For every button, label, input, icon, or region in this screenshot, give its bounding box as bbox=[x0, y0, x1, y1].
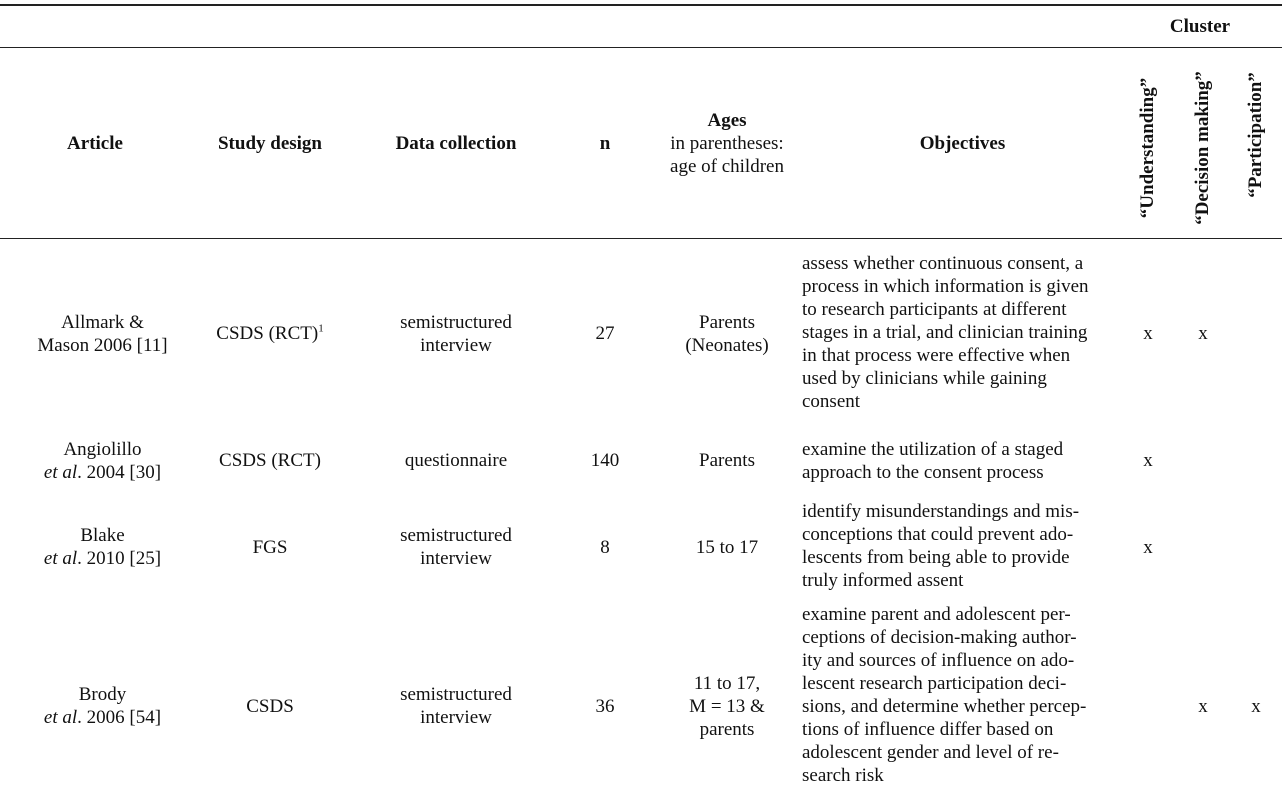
row1-article bbox=[20, 311, 185, 357]
row1-obj-line: assess whether continuous consent, a bbox=[802, 253, 1084, 274]
row4-n: 36 bbox=[595, 696, 615, 717]
row3-article-line1: Blake bbox=[80, 525, 125, 546]
row3-article-line2 bbox=[20, 547, 185, 570]
row4-ages-line1: 11 to 17, bbox=[693, 673, 761, 694]
objectives-header: Objectives bbox=[919, 133, 1006, 154]
decision-making-header: “Decision making” bbox=[1192, 71, 1213, 225]
row2-obj-line: examine the utilization of a staged bbox=[802, 439, 1064, 460]
row4-obj-line: sions, and determine whether percep- bbox=[802, 696, 1087, 717]
row1-understanding-mark: x bbox=[1143, 323, 1153, 344]
header-bottom-rule bbox=[0, 238, 1282, 239]
row4-obj-line: tions of influence differ based on bbox=[802, 719, 1054, 740]
data-collection-header: Data collection bbox=[395, 133, 517, 154]
row3-objectives bbox=[802, 500, 1132, 592]
row4-article-etal: et al bbox=[43, 707, 78, 728]
row4-design: CSDS bbox=[246, 696, 294, 717]
study-design-header: Study design bbox=[217, 133, 323, 154]
row4-collection-line2: interview bbox=[420, 707, 492, 728]
row4-obj-line: ity and sources of influence on ado- bbox=[802, 650, 1075, 671]
row4-collection-line1: semistructured bbox=[400, 684, 512, 705]
row1-article-line1: Allmark & bbox=[61, 312, 144, 333]
row3-obj-line: identify misunderstandings and mis- bbox=[802, 501, 1080, 522]
row2-article-line1: Angiolillo bbox=[63, 439, 142, 460]
row3-article bbox=[20, 524, 185, 570]
row2-collection: questionnaire bbox=[404, 450, 508, 471]
row4-article-year: . 2006 [54] bbox=[77, 707, 162, 728]
row4-decision-mark: x bbox=[1198, 696, 1208, 717]
row4-obj-line: search risk bbox=[802, 765, 884, 786]
row4-ages-line2: M = 13 & bbox=[689, 696, 765, 717]
row2-article-etal: et al bbox=[43, 462, 78, 483]
row1-design-text: CSDS (RCT) bbox=[216, 323, 319, 344]
row4-article bbox=[20, 683, 185, 729]
row3-ages: 15 to 17 bbox=[695, 537, 759, 558]
understanding-header: “Understanding” bbox=[1137, 77, 1158, 219]
row3-article-etal: et al bbox=[43, 548, 78, 569]
row2-ages: Parents bbox=[699, 450, 755, 471]
cluster-header: Cluster bbox=[1169, 16, 1231, 37]
row2-n: 140 bbox=[590, 450, 620, 471]
row3-obj-line: lescents from being able to provide bbox=[802, 547, 1070, 568]
row2-objectives bbox=[802, 438, 1132, 484]
row1-collection-line1: semistructured bbox=[400, 312, 512, 333]
row4-ages bbox=[652, 672, 802, 741]
row4-ages-line3: parents bbox=[699, 719, 755, 740]
row4-article-line2 bbox=[20, 706, 185, 729]
row1-design-footnote: 1 bbox=[318, 322, 324, 335]
row2-article bbox=[20, 438, 185, 484]
cluster-rule bbox=[0, 47, 1282, 48]
row1-design bbox=[190, 322, 350, 345]
ages-header-sub2: age of children bbox=[670, 156, 784, 177]
row3-obj-line: conceptions that could prevent ado- bbox=[802, 524, 1074, 545]
row1-obj-line: to research participants at different bbox=[802, 299, 1067, 320]
top-rule bbox=[0, 4, 1282, 6]
row1-obj-line: consent bbox=[802, 391, 861, 412]
row4-obj-line: ceptions of decision-making author- bbox=[802, 627, 1077, 648]
row3-n: 8 bbox=[600, 537, 610, 558]
row1-objectives bbox=[802, 252, 1132, 413]
row1-ages-line2: (Neonates) bbox=[685, 335, 769, 356]
row1-collection bbox=[376, 311, 536, 357]
ages-header-title: Ages bbox=[707, 110, 747, 131]
row3-design: FGS bbox=[252, 537, 288, 558]
row2-obj-line: approach to the consent process bbox=[802, 462, 1044, 483]
n-header: n bbox=[599, 133, 611, 154]
row2-design: CSDS (RCT) bbox=[219, 450, 321, 471]
row4-collection bbox=[376, 683, 536, 729]
row3-collection-line1: semistructured bbox=[400, 525, 512, 546]
row1-decision-mark: x bbox=[1198, 323, 1208, 344]
row1-ages bbox=[652, 311, 802, 357]
row3-understanding-mark: x bbox=[1143, 537, 1153, 558]
row4-obj-line: examine parent and adolescent per- bbox=[802, 604, 1071, 625]
row1-obj-line: process in which information is given bbox=[802, 276, 1089, 297]
row3-collection bbox=[376, 524, 536, 570]
row4-obj-line: lescent research participation deci- bbox=[802, 673, 1067, 694]
row1-n: 27 bbox=[595, 323, 615, 344]
row2-article-year: . 2004 [30] bbox=[77, 462, 162, 483]
row4-obj-line: adolescent gender and level of re- bbox=[802, 742, 1059, 763]
ages-header-sub1: in parentheses: bbox=[670, 133, 784, 154]
row4-objectives bbox=[802, 603, 1132, 787]
row1-ages-line1: Parents bbox=[699, 312, 755, 333]
row1-obj-line: stages in a trial, and clinician training bbox=[802, 322, 1088, 343]
row1-obj-line: in that process were effective when bbox=[802, 345, 1071, 366]
row4-article-line1: Brody bbox=[78, 684, 127, 705]
row1-collection-line2: interview bbox=[420, 335, 492, 356]
row3-article-year: . 2010 [25] bbox=[77, 548, 162, 569]
row1-article-line2: Mason 2006 [11] bbox=[37, 335, 168, 356]
ages-header bbox=[652, 109, 802, 178]
row1-obj-line: used by clinicians while gaining bbox=[802, 368, 1047, 389]
row3-collection-line2: interview bbox=[420, 548, 492, 569]
row3-obj-line: truly informed assent bbox=[802, 570, 964, 591]
row2-article-line2 bbox=[20, 461, 185, 484]
row4-participation-mark: x bbox=[1251, 696, 1261, 717]
row2-understanding-mark: x bbox=[1143, 450, 1153, 471]
article-header: Article bbox=[67, 133, 123, 154]
participation-header: “Participation” bbox=[1245, 72, 1266, 198]
